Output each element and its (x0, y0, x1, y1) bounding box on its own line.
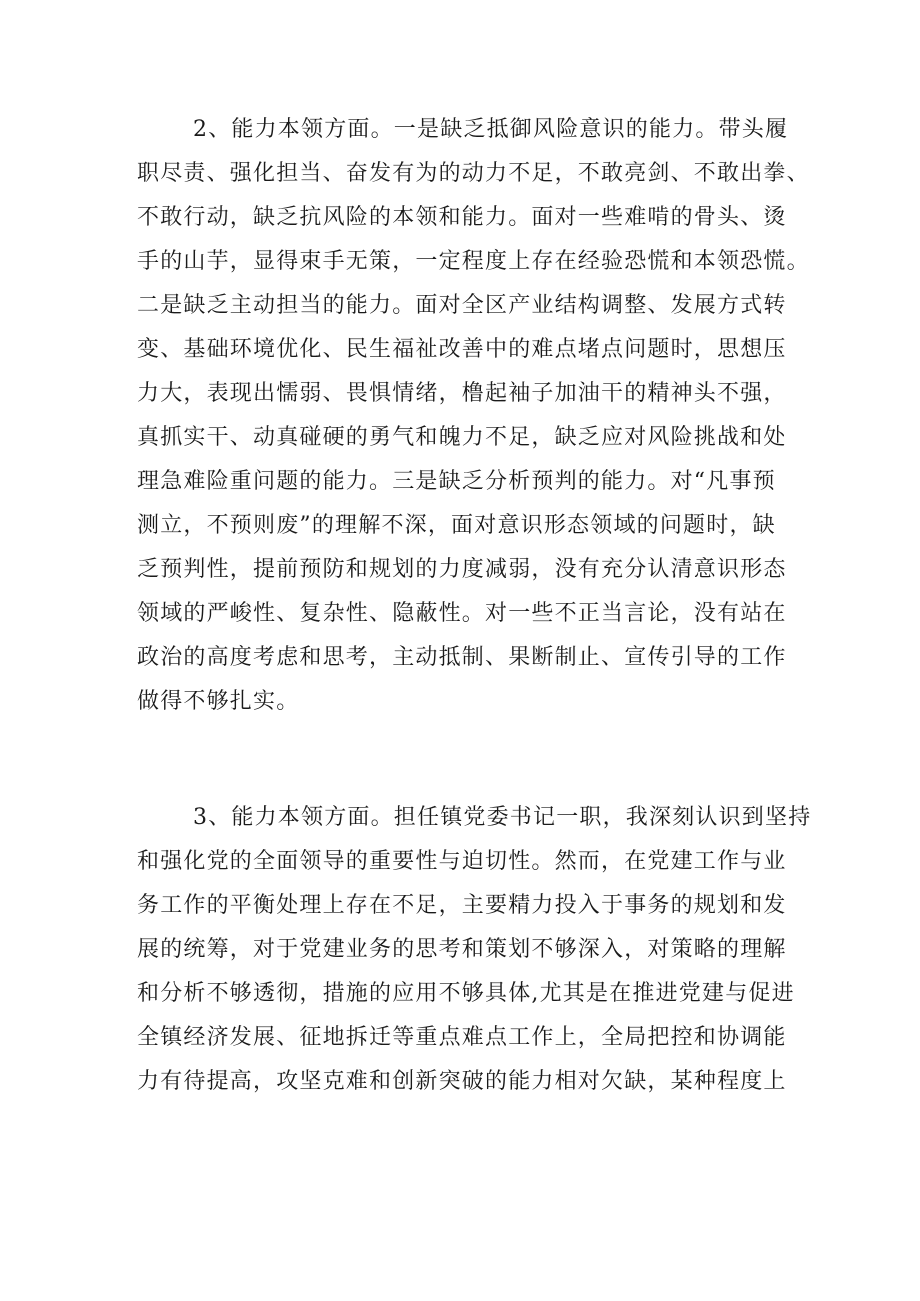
paragraph-line: 务工作的平衡处理上存在不足，主要精力投入于事务的规划和发 (137, 893, 787, 918)
paragraph-line: 职尽责、强化担当、奋发有为的动力不足，不敢亮剑、不敢出拳、 (137, 161, 810, 186)
paragraph-line: 测立，不预则废”的理解不深，面对意识形态领域的问题时，缺 (137, 513, 776, 538)
paragraph-line: 领域的严峻性、复杂性、隐蔽性。对一些不正当言论，没有站在 (137, 601, 787, 626)
paragraph-line: 政治的高度考虑和思考，主动抵制、果断制止、宣传引导的工作 (137, 645, 787, 670)
paragraph-line: 力有待提高，攻坚克难和创新突破的能力相对欠缺，某种程度上 (137, 1069, 787, 1094)
paragraph-line: 做得不够扎实。 (137, 689, 300, 714)
paragraph-line: 变、基础环境优化、民生福祉改善中的难点堵点问题时，思想压 (137, 337, 787, 362)
paragraph-line: 不敢行动，缺乏抗风险的本领和能力。面对一些难啃的骨头、烫 (137, 205, 787, 230)
paragraph-line: 力大，表现出懦弱、畏惧情绪，橹起袖子加油干的精神头不强， (137, 381, 787, 406)
paragraph-line: 和强化党的全面领导的重要性与迫切性。然而，在党建工作与业 (137, 849, 787, 874)
paragraph-line: 2、能力本领方面。一是缺乏抵御风险意识的能力。带头履 (193, 117, 789, 142)
paragraph-line: 真抓实干、动真碰硬的勇气和魄力不足，缺乏应对风险挑战和处 (137, 425, 787, 450)
paragraph-line: 二是缺乏主动担当的能力。面对全区产业结构调整、发展方式转 (137, 293, 787, 318)
paragraph-line: 手的山芋，显得束手无策，一定程度上存在经验恐慌和本领恐慌。 (137, 249, 810, 274)
paragraph-line: 理急难险重问题的能力。三是缺乏分析预判的能力。对“凡事预 (137, 469, 776, 494)
paragraph-line: 和分析不够透彻，措施的应用不够具体,尤其是在推进党建与促进 (137, 981, 795, 1006)
paragraph-line: 3、能力本领方面。担任镇党委书记一职，我深刻认识到坚持 (193, 805, 812, 830)
paragraph-line: 展的统筹，对于党建业务的思考和策划不够深入，对策略的理解 (137, 937, 787, 962)
paragraph-line: 乏预判性，提前预防和规划的力度减弱，没有充分认清意识形态 (137, 557, 787, 582)
paragraph-line: 全镇经济发展、征地拆迁等重点难点工作上，全局把控和协调能 (137, 1025, 787, 1050)
